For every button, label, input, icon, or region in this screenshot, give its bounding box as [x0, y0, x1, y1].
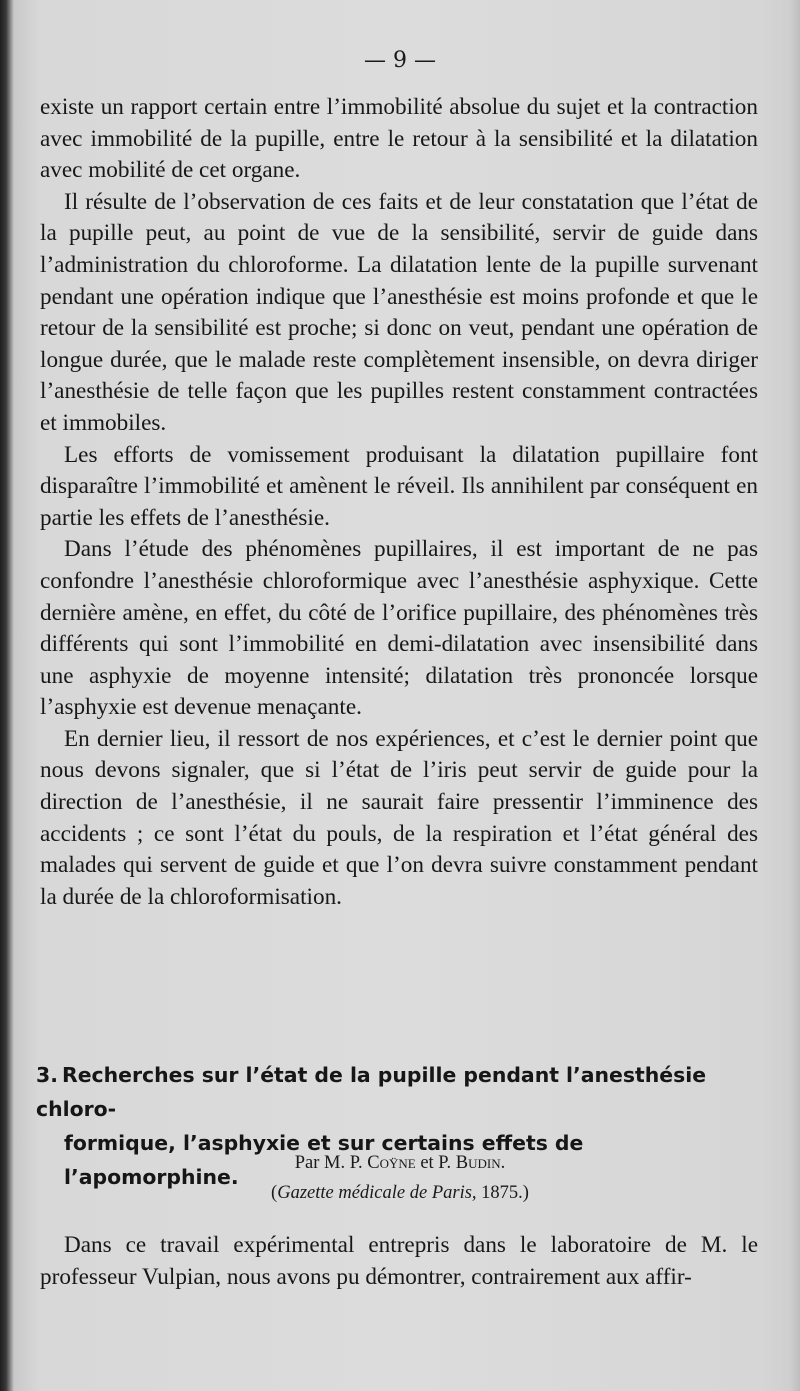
- paragraph: Il résulte de l’observation de ces faits et de leur constatation que l’état de la pupille peut, au point de vue de la sensibilité, servir de guide dans l’administration du chloroforme. La dilatation lente de la pupille survenant pendant une opération indique que l’anesthésie est moins profonde et que le retour de la sensibilité est proche; si donc on veut, pendant une opération de longue durée, que le malade reste complètement insensible, on devra diriger l’anesthésie de telle façon que les pupilles restent constamment contractées et immobiles.: [40, 188, 758, 436]
- source-journal: Gazette médicale de Paris,: [277, 1183, 477, 1203]
- source-year: 1875.): [476, 1183, 529, 1203]
- author-name: Budin: [455, 1153, 501, 1173]
- section-number: 3.: [36, 1063, 58, 1087]
- byline-suffix: .: [500, 1153, 506, 1173]
- paragraph: Les efforts de vomissement produisant la dilatation pupillaire font disparaître l’immobilité et amènent le réveil. Ils annihilent par conséquent en partie les effets de l’anesthésie.: [40, 441, 758, 531]
- section-title-line1: Recherches sur l’état de la pupille pendant l’anesthésie chloro-: [36, 1063, 707, 1121]
- paragraph: Dans l’étude des phénomènes pupillaires, il est important de ne pas confondre l’anesthésie chloroformique avec l’anesthésie asphyxique. Cette dernière amène, en effet, du côté de l’orifice pupillaire, des phénomènes très différents qui sont l’immobilité en demi-dilatation avec insensibilité dans une asphyxie de moyenne intensité; dilatation très prononcée lorsque l’asphyxie est devenue menaçante.: [40, 536, 758, 721]
- byline-prefix: Par M. P.: [294, 1153, 368, 1173]
- author-name: Coÿne: [367, 1153, 416, 1173]
- source-line: [0, 1178, 800, 1208]
- body-text-continued: [40, 1230, 758, 1293]
- paragraph: existe un rapport certain entre l’immobilité absolue du sujet et la contraction avec immobilité de la pupille, entre le retour à la sensibilité et la dilatation avec mobilité de cet organe.: [40, 94, 758, 184]
- byline: [0, 1148, 800, 1208]
- page-number: — 9 —: [364, 48, 436, 73]
- source-open: (: [271, 1183, 278, 1203]
- paragraph: En dernier lieu, il ressort de nos expériences, et c’est le dernier point que nous devons signaler, que si l’état de l’iris peut servir de guide pour la direction de l’anesthésie, il ne saurait faire pressentir l’imminence des accidents ; ce sont l’état du pouls, de la respiration et l’état général des malades qui servent de guide et que l’on devra suivre constamment pendant la durée de la chloroformisation.: [40, 725, 758, 910]
- paragraph: Dans ce travail expérimental entrepris dans le laboratoire de M. le professeur Vulpian, nous avons pu démontrer, contrairement aux affir-: [40, 1232, 758, 1290]
- authors-line: [0, 1148, 800, 1178]
- byline-conjunction: et P.: [415, 1153, 456, 1173]
- body-text: [40, 92, 758, 913]
- section-title-line2: formique, l’asphyxie et sur certains effets de l’apomorphine.: [64, 1131, 584, 1189]
